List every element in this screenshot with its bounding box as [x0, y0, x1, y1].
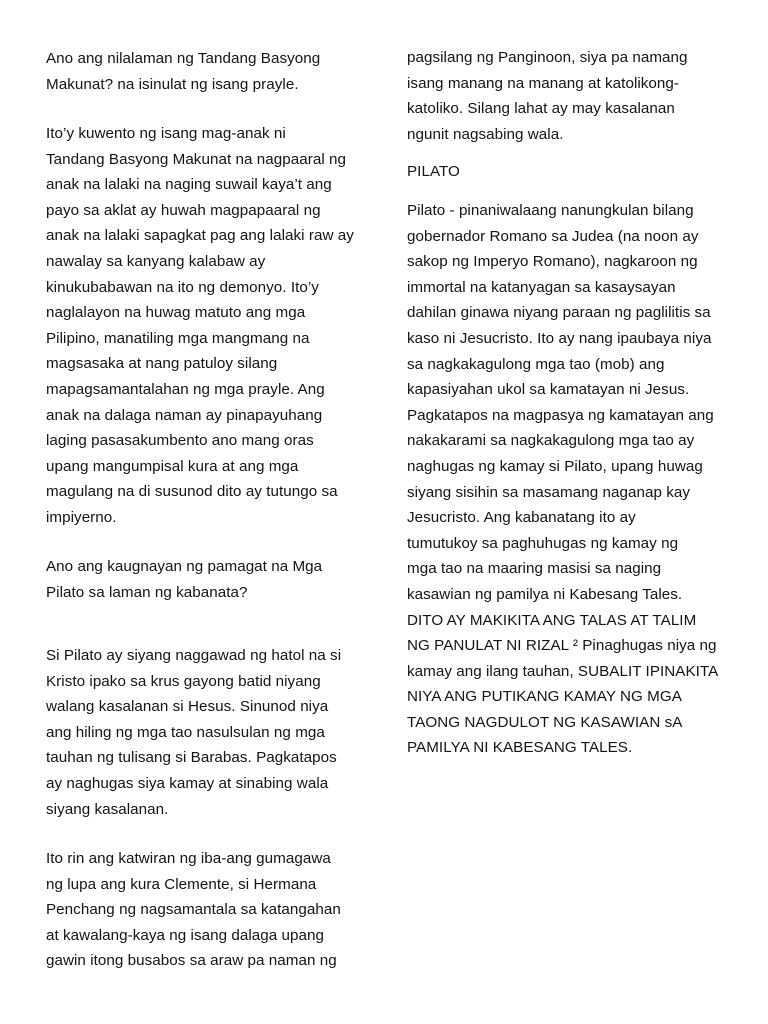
text-line: ng lupa ang kura Clemente, si Hermana	[46, 875, 317, 893]
text-line: Pilipino, manatiling mga mangmang na	[46, 329, 310, 347]
text-line: immortal na katanyagan sa kasaysayan	[407, 278, 676, 296]
text-line: siyang kasalanan.	[46, 800, 169, 818]
body-paragraph	[407, 198, 718, 761]
text-line: at kawalang-kaya ng isang dalaga upang	[46, 926, 325, 944]
body-paragraph	[46, 846, 341, 974]
body-paragraph	[46, 643, 341, 822]
text-line: Ano ang nilalaman ng Tandang Basyong	[46, 50, 321, 67]
text-line: magsasaka at nang patuloy silang	[46, 355, 278, 373]
text-line: Kristo ipako sa krus gayong batid niyang	[46, 672, 321, 690]
text-line: pagsilang ng Panginoon, siya pa namang	[407, 49, 688, 66]
text-line: kinukubabawan na ito ng demonyo. Ito’y	[46, 278, 319, 296]
text-line: DITO AY MAKIKITA ANG TALAS AT TALIM	[407, 611, 697, 629]
question-paragraph	[46, 46, 320, 97]
text-line: sa nagkakagulong mga tao (mob) ang	[407, 355, 665, 373]
section-heading: PILATO	[407, 163, 460, 180]
text-line: tauhan ng tulisang si Barabas. Pagkatapos	[46, 749, 337, 767]
text-line: naghugas ng kamay si Pilato, upang huwag	[407, 457, 703, 475]
question-paragraph	[46, 554, 322, 605]
text-line: anak na lalaki sapagkat pag ang lalaki raw ay	[46, 227, 354, 245]
body-paragraph	[407, 45, 688, 147]
text-line: PAMILYA NI KABESANG TALES.	[407, 739, 633, 757]
text-line: sakop ng Imperyo Romano), nagkaroon ng	[407, 253, 698, 271]
text-line: Makunat? na isinulat ng isang prayle.	[46, 75, 299, 93]
text-line: impiyerno.	[46, 508, 117, 526]
text-line: isang manang na manang at katolikong-	[407, 74, 680, 92]
body-paragraph	[46, 121, 354, 531]
text-line: laging pasasakumbento ano mang oras	[46, 432, 314, 450]
text-line: TAONG NAGDULOT NG KASAWIAN sA	[407, 713, 683, 731]
text-line: Tandang Basyong Makunat na nagpaaral ng	[46, 150, 347, 168]
text-line: Pilato - pinaniwalaang nanungkulan bilang	[407, 202, 694, 219]
text-line: Jesucristo. Ang kabanatang ito ay	[407, 509, 636, 527]
text-line: katoliko. Silang lahat ay may kasalanan	[407, 100, 675, 118]
text-line: NG PANULAT NI RIZAL ² Pinaghugas niya ng	[407, 637, 717, 655]
text-line: anak na lalaki na naging suwail kaya’t ang	[46, 176, 332, 194]
text-line: gawin itong busabos sa araw pa naman ng	[46, 952, 337, 970]
text-line: mapagsamantalahan ng mga prayle. Ang	[46, 380, 325, 398]
text-line: mga tao na maaring masisi sa naging	[407, 560, 662, 578]
text-line: magulang na di susunod dito ay tutungo sa	[46, 483, 338, 501]
text-line: Penchang ng nagsamantala sa katangahan	[46, 901, 341, 919]
text-line: kamay ang ilang tauhan, SUBALIT IPINAKITA	[407, 662, 719, 680]
text-line: Pilato sa laman ng kabanata?	[46, 583, 248, 601]
text-line: upang mangumpisal kura at ang mga	[46, 457, 299, 475]
text-line: walang kasalanan si Hesus. Sinunod niya	[46, 698, 329, 716]
text-line: Si Pilato ay siyang naggawad ng hatol na si	[46, 647, 342, 664]
text-line: nakakarami sa nagkakagulong mga tao ay	[407, 432, 695, 450]
text-line: payo sa aklat ay huwah magpapaaral ng	[46, 201, 321, 219]
text-line: kasawian ng pamilya ni Kabesang Tales.	[407, 585, 683, 603]
text-line: kaso ni Jesucristo. Ito ay nang ipaubaya niya	[407, 329, 712, 347]
text-line: Pagkatapos na magpasya ng kamatayan ang	[407, 406, 714, 424]
text-line: dahilan ginawa niyang paraan ng paglilitis sa	[407, 304, 711, 322]
text-line: NIYA ANG PUTIKANG KAMAY NG MGA	[407, 688, 682, 706]
text-line: ay naghugas siya kamay at sinabing wala	[46, 774, 329, 792]
text-line: ngunit nagsabing wala.	[407, 125, 564, 143]
text-line: siyang sisihin sa masamang naganap kay	[407, 483, 691, 501]
text-line: ang hiling ng mga tao nasulsulan ng mga	[46, 723, 325, 741]
text-line: tumutukoy sa paghuhugas ng kamay ng	[407, 534, 679, 552]
text-line: nawalay sa kanyang kalabaw ay	[46, 252, 266, 270]
text-line: Ito’y kuwento ng isang mag-anak ni	[46, 125, 286, 142]
text-line: Ito rin ang katwiran ng iba-ang gumagawa	[46, 850, 331, 867]
text-line: anak na dalaga naman ay pinapayuhang	[46, 406, 323, 424]
text-line: kapasiyahan ukol sa kamatayan ni Jesus.	[407, 381, 690, 399]
text-line: Ano ang kaugnayan ng pamagat na Mga	[46, 558, 323, 575]
text-line: gobernador Romano sa Judea (na noon ay	[407, 227, 699, 245]
text-line: naglalayon na huwag matuto ang mga	[46, 304, 306, 322]
